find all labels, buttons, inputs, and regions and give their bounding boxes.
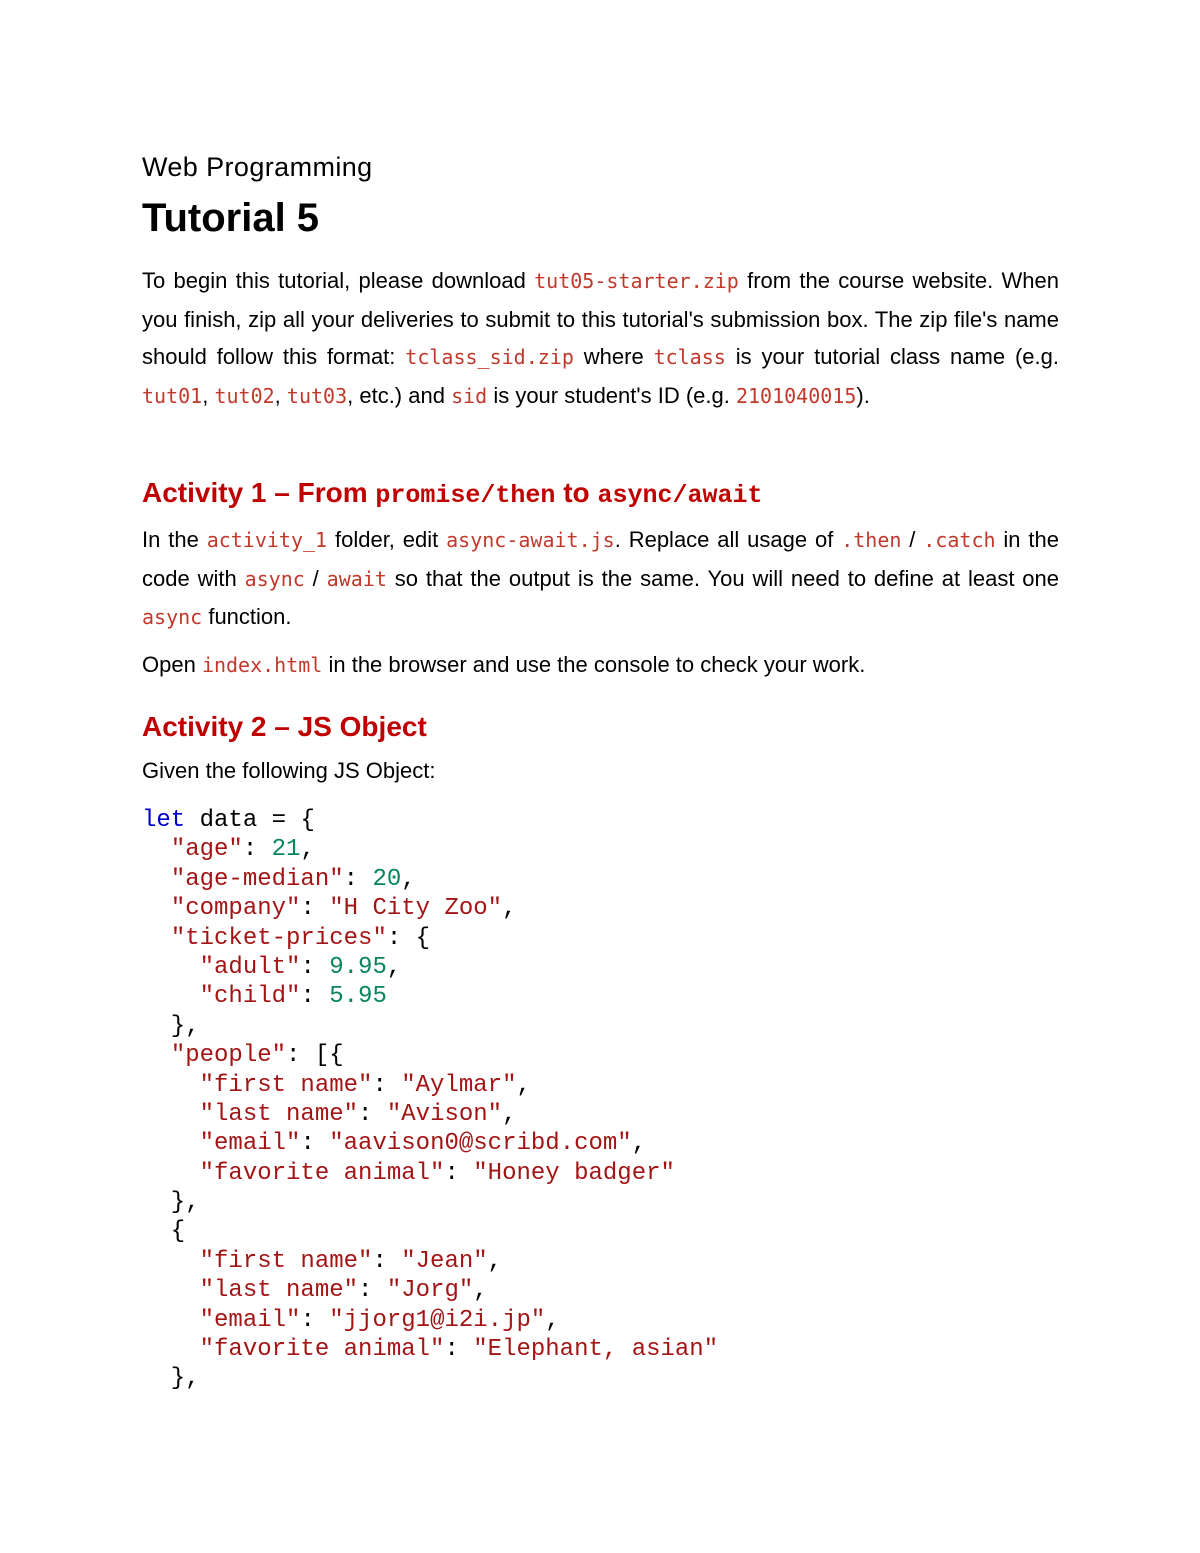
code-string: "Honey badger" — [473, 1159, 675, 1187]
code-string: "email" — [199, 1130, 301, 1158]
code-line — [142, 1306, 718, 1335]
code-string: "Elephant, asian" — [473, 1336, 719, 1364]
code-line — [142, 1247, 718, 1276]
instruction-text: Open — [142, 652, 202, 677]
code-punctuation: : — [372, 1071, 402, 1099]
code-line — [142, 1041, 718, 1070]
code-punctuation: }, — [142, 1012, 200, 1040]
instruction-text: so that the output is the same. You will need to define at least one — [386, 565, 1060, 591]
code-punctuation — [142, 895, 171, 922]
inline-code-then: .then — [841, 528, 902, 552]
code-punctuation: }, — [142, 1365, 200, 1393]
code-punctuation — [142, 866, 171, 893]
code-string: "last name" — [199, 1277, 359, 1305]
code-punctuation — [142, 1307, 200, 1334]
code-line — [142, 894, 718, 923]
code-string: "first name" — [199, 1247, 373, 1275]
inline-code-activity-folder: activity_1 — [206, 528, 328, 552]
code-line — [142, 1276, 718, 1305]
code-string: "age" — [170, 836, 243, 864]
code-punctuation: , — [473, 1277, 488, 1305]
instruction-text: in the code with — [142, 527, 1059, 591]
code-string: "people" — [170, 1042, 287, 1070]
code-string: "ticket-prices" — [170, 924, 387, 952]
instruction-text: . Replace all usage of — [614, 527, 842, 552]
code-line — [142, 806, 718, 835]
code-line — [142, 1129, 718, 1158]
code-punctuation: , — [487, 1247, 503, 1275]
code-line — [142, 1217, 718, 1246]
heading-text: Activity 1 – From — [142, 477, 376, 508]
instruction-text: function. — [202, 604, 292, 629]
code-punctuation — [142, 1336, 200, 1363]
inline-code-catch: .catch — [923, 528, 996, 552]
code-punctuation: , — [631, 1130, 647, 1158]
course-name: Web Programming — [142, 152, 373, 182]
inline-code-zip-format: tclass_sid.zip — [405, 345, 574, 369]
intro-text: is your tutorial class name (e.g. — [725, 344, 1059, 369]
code-punctuation: { — [142, 1218, 186, 1246]
code-line — [142, 982, 718, 1011]
code-punctuation — [142, 1042, 171, 1069]
code-line — [142, 1335, 718, 1364]
code-punctuation — [142, 1130, 200, 1157]
code-punctuation: , — [386, 953, 402, 981]
inline-code-async: async — [142, 605, 203, 629]
intro-text: To begin this tutorial, please download — [142, 268, 535, 293]
code-line — [142, 924, 718, 953]
code-line — [142, 1159, 718, 1188]
code-punctuation: : — [300, 1306, 330, 1334]
inline-code-tut02: tut02 — [214, 383, 275, 408]
intro-paragraph — [142, 262, 1059, 415]
inline-code-sid: sid — [451, 383, 488, 408]
code-string: "H City Zoo" — [329, 895, 503, 923]
inline-code-tut03: tut03 — [286, 383, 348, 408]
code-punctuation — [142, 954, 200, 981]
heading-text: to — [555, 477, 598, 508]
code-line — [142, 835, 718, 864]
heading-code-promise-then: promise/then — [375, 481, 556, 510]
code-punctuation: : — [343, 865, 373, 893]
code-punctuation — [142, 1101, 200, 1128]
inline-code-student-id: 2101040015 — [735, 383, 857, 408]
code-string: "Jean" — [401, 1247, 488, 1275]
inline-code-tut01: tut01 — [142, 383, 203, 408]
code-punctuation — [142, 1160, 200, 1187]
code-string: "favorite animal" — [199, 1336, 445, 1364]
activity-2-heading: Activity 2 – JS Object — [142, 711, 427, 742]
code-line — [142, 1364, 718, 1393]
code-line — [142, 865, 718, 894]
code-string: "company" — [170, 895, 301, 923]
inline-code-tclass: tclass — [653, 345, 726, 369]
intro-text: from the course website. When you finish, zip all your deliveries to submit to this tutorial's submission box. The zip file's name should follow this format: — [142, 268, 1059, 369]
inline-code-async-await-js: async-await.js — [446, 528, 615, 552]
code-string: "favorite animal" — [199, 1159, 445, 1187]
code-string: "jjorg1@i2i.jp" — [329, 1306, 546, 1334]
code-punctuation: , — [502, 895, 517, 923]
code-punctuation — [142, 1072, 200, 1099]
code-punctuation: : — [300, 953, 330, 981]
code-punctuation — [142, 1248, 200, 1275]
code-punctuation — [142, 983, 200, 1010]
code-punctuation — [142, 1277, 200, 1304]
instruction-text: in the browser and use the console to check your work. — [322, 652, 866, 677]
inline-code-index-html: index.html — [201, 653, 323, 677]
intro-text: , — [202, 382, 215, 408]
instruction-text: / — [304, 565, 327, 591]
code-block — [142, 806, 718, 1394]
code-punctuation: , — [401, 865, 416, 893]
instruction-text: / — [901, 527, 924, 552]
code-string: "last name" — [199, 1100, 359, 1128]
code-string: "Avison" — [386, 1100, 503, 1128]
code-number: 20 — [372, 865, 402, 893]
code-string: "email" — [199, 1306, 301, 1334]
intro-text: where — [573, 344, 654, 369]
code-string: "age-median" — [170, 865, 344, 893]
instruction-text: In the — [142, 527, 207, 552]
code-punctuation — [142, 836, 171, 863]
instruction-text: folder, edit — [327, 527, 447, 552]
code-punctuation: : — [358, 1277, 387, 1305]
code-punctuation: : — [242, 836, 272, 864]
code-punctuation: data = { — [185, 807, 315, 834]
code-punctuation: : — [444, 1336, 474, 1364]
intro-text: ). — [856, 382, 870, 408]
code-string: "adult" — [199, 953, 301, 981]
inline-code-async: async — [244, 566, 305, 591]
code-punctuation: , — [502, 1100, 517, 1128]
code-string: "first name" — [199, 1071, 373, 1099]
code-number: 21 — [271, 836, 301, 864]
code-number: 5.95 — [329, 983, 387, 1011]
intro-text: , — [274, 382, 287, 408]
code-line — [142, 1188, 718, 1217]
activity-2-intro: Given the following JS Object: — [142, 758, 436, 783]
code-punctuation: : — [372, 1247, 402, 1275]
activity-1-check-instructions — [142, 646, 1059, 685]
code-string: "child" — [199, 983, 301, 1011]
code-punctuation: : — [300, 895, 330, 923]
intro-text: , etc.) and — [347, 382, 452, 408]
code-punctuation: : — [358, 1100, 387, 1128]
code-line — [142, 1100, 718, 1129]
code-punctuation: : — [444, 1159, 474, 1187]
inline-code-await: await — [326, 566, 387, 591]
page-title: Tutorial 5 — [142, 196, 320, 240]
intro-text: is your student's ID (e.g. — [487, 382, 736, 408]
activity-1-instructions — [142, 521, 1059, 637]
code-punctuation: , — [516, 1071, 531, 1099]
code-keyword: let — [142, 807, 186, 834]
activity-1-heading — [142, 477, 762, 510]
code-string: "Aylmar" — [401, 1071, 517, 1099]
code-line — [142, 953, 718, 982]
code-punctuation: : — [300, 983, 330, 1011]
code-line — [142, 1071, 718, 1100]
code-punctuation: }, — [142, 1189, 200, 1217]
code-punctuation: : — [300, 1130, 330, 1158]
code-punctuation: : { — [386, 924, 431, 952]
code-punctuation — [142, 925, 171, 952]
code-punctuation: , — [545, 1306, 560, 1334]
code-number: 9.95 — [329, 953, 387, 981]
heading-code-async-await: async/await — [597, 481, 763, 510]
code-string: "Jorg" — [386, 1277, 474, 1305]
code-punctuation: , — [300, 836, 315, 864]
code-punctuation: : [{ — [286, 1042, 344, 1070]
code-line — [142, 1012, 718, 1041]
inline-code-starter-zip: tut05-starter.zip — [534, 269, 739, 293]
code-string: "aavison0@scribd.com" — [329, 1130, 632, 1158]
